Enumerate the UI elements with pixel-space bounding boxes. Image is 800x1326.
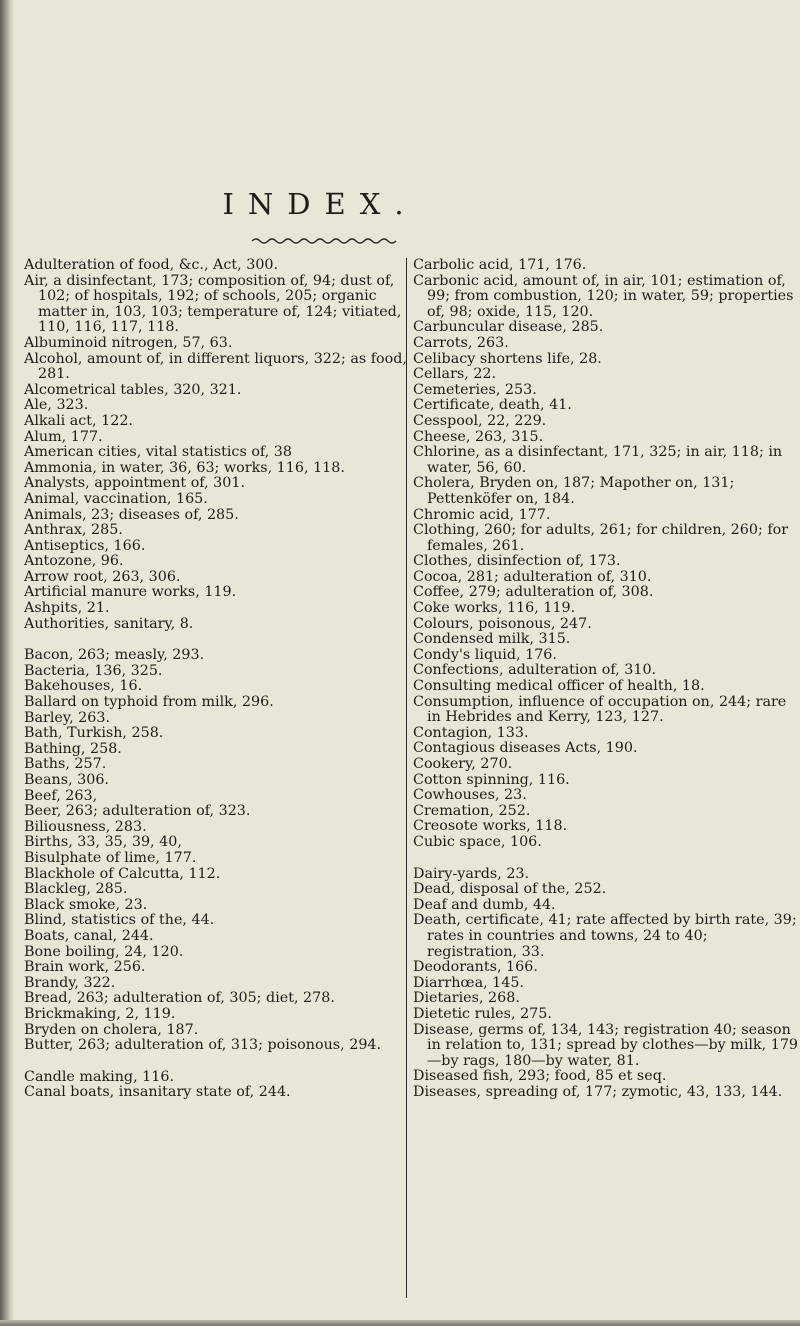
- index-entry: Coffee, 279; adulteration of, 308.: [413, 584, 654, 601]
- index-entry: Consulting medical officer of health, 18.: [413, 678, 705, 695]
- index-entry: Artificial manure works, 119.: [24, 584, 237, 601]
- index-entry: Alcometrical tables, 320, 321.: [24, 381, 242, 398]
- index-entry: Creosote works, 118.: [413, 818, 568, 835]
- index-entry: Animals, 23; diseases of, 285.: [24, 506, 239, 523]
- index-entry: Blackhole of Calcutta, 112.: [24, 865, 221, 882]
- index-entry: Antozone, 96.: [24, 553, 124, 570]
- index-entry: Cemeteries, 253.: [413, 381, 537, 398]
- index-entry: Adulteration of food, &c., Act, 300.: [24, 257, 279, 273]
- index-entry: Condensed milk, 315.: [413, 631, 571, 648]
- index-entry: Cremation, 252.: [413, 802, 531, 819]
- index-entry: Beer, 263; adulteration of, 323.: [24, 803, 251, 820]
- index-column-right: [406, 258, 798, 1298]
- index-entry: Chlorine, as a disinfectant, 171, 325; in air, 118; in water, 56, 60.: [413, 444, 783, 476]
- index-entry: Bryden on cholera, 187.: [24, 1021, 199, 1038]
- index-entry: Anthrax, 285.: [24, 522, 123, 539]
- index-entry: Cowhouses, 23.: [413, 787, 527, 804]
- index-entry: Cholera, Bryden on, 187; Mapother on, 131; Pettenköfer on, 184.: [413, 475, 735, 507]
- index-entry: Cheese, 263, 315.: [413, 428, 544, 445]
- index-entry: Alkali act, 122.: [24, 412, 133, 429]
- index-entry: Condy's liquid, 176.: [413, 646, 557, 663]
- index-entry: Clothing, 260; for adults, 261; for children, 260; for females, 261.: [413, 522, 789, 554]
- index-entry: Black smoke, 23.: [24, 896, 148, 913]
- index-entry: Bathing, 258.: [24, 740, 122, 757]
- index-entry: Ashpits, 21.: [24, 600, 110, 617]
- title-ornament-rule: [250, 236, 400, 246]
- index-entry: Carbuncular disease, 285.: [413, 319, 604, 336]
- index-entry: Antiseptics, 166.: [24, 537, 146, 554]
- index-entry: Bacon, 263; measly, 293.: [24, 647, 205, 664]
- index-entry: Butter, 263; adulteration of, 313; poisonous, 294.: [24, 1037, 382, 1054]
- index-entry: Ale, 323.: [24, 397, 89, 414]
- index-entry: Brain work, 256.: [24, 959, 146, 976]
- index-entry: Coke works, 116, 119.: [413, 600, 576, 617]
- index-entry: Carbolic acid, 171, 176.: [413, 257, 587, 273]
- index-entry: Blackleg, 285.: [24, 881, 128, 898]
- index-entry: Alum, 177.: [24, 428, 103, 445]
- index-entry: Dead, disposal of the, 252.: [413, 881, 607, 898]
- index-entry: Dietaries, 268.: [413, 990, 520, 1007]
- index-entry: Bisulphate of lime, 177.: [24, 849, 197, 866]
- index-entry: Dairy-yards, 23.: [413, 865, 530, 882]
- index-entry: Beef, 263,: [24, 787, 98, 804]
- index-entry: Contagious diseases Acts, 190.: [413, 740, 638, 757]
- index-entry: Deaf and dumb, 44.: [413, 896, 556, 913]
- index-entry: Chromic acid, 177.: [413, 506, 551, 523]
- index-entry: Celibacy shortens life, 28.: [413, 350, 602, 367]
- index-entry: Blind, statistics of the, 44.: [24, 912, 215, 929]
- index-entry: Alcohol, amount of, in different liquors, 322; as food, 281.: [24, 350, 407, 383]
- index-entry: Births, 33, 35, 39, 40,: [24, 834, 182, 851]
- index-entry: Brickmaking, 2, 119.: [24, 1005, 176, 1022]
- index-entry: Cellars, 22.: [413, 366, 497, 383]
- index-entry: Albuminoid nitrogen, 57, 63.: [24, 334, 233, 351]
- index-entry: Cotton spinning, 116.: [413, 771, 570, 788]
- index-entry: Confections, adulteration of, 310.: [413, 662, 657, 679]
- index-entry: Diarrhœa, 145.: [413, 974, 525, 991]
- index-entry: Bone boiling, 24, 120.: [24, 943, 184, 960]
- index-entry: Brandy, 322.: [24, 974, 116, 991]
- index-entry: Ammonia, in water, 36, 63; works, 116, 118.: [24, 459, 345, 476]
- index-entry: Cesspool, 22, 229.: [413, 412, 547, 429]
- index-entry: Contagion, 133.: [413, 724, 529, 741]
- index-entry: Canal boats, insanitary state of, 244.: [24, 1084, 291, 1101]
- index-entry: Bacteria, 136, 325.: [24, 662, 163, 679]
- index-entry: Carbonic acid, amount of, in air, 101; estimation of, 99; from combustion, 120; in water, 59; properties of, 98; oxide, 115, 120.: [413, 272, 794, 320]
- index-entry: Authorities, sanitary, 8.: [24, 615, 194, 632]
- index-entry: Certificate, death, 41.: [413, 397, 572, 414]
- index-entry: Air, a disinfectant, 173; composition of, 94; dust of, 102; of hospitals, 192; of schools, 205; organic matter in, 103, 103; temperature of, 124; vitiated, 110, 116, 117, 118.: [24, 272, 402, 336]
- index-entry: Diseased fish, 293; food, 85 et seq.: [413, 1068, 667, 1085]
- index-entry: Disease, germs of, 134, 143; registration 40; season in relation to, 131; spread by clothes—by milk, 179—by rags, 180—by water, 81.: [413, 1021, 799, 1069]
- index-entry: Bread, 263; adulteration of, 305; diet, 278.: [24, 990, 335, 1007]
- index-entry: Bakehouses, 16.: [24, 678, 143, 695]
- page-title: INDEX.: [222, 187, 418, 222]
- index-entry: Death, certificate, 41; rate affected by birth rate, 39; rates in countries and towns, 24 to 40; registration, 33.: [413, 912, 797, 960]
- index-letter-gap: [24, 1054, 409, 1070]
- index-entry: American cities, vital statistics of, 38: [24, 444, 292, 461]
- page-bottom-edge: [0, 1320, 800, 1326]
- index-letter-gap: [24, 632, 409, 648]
- index-entry: Carrots, 263.: [413, 334, 509, 351]
- index-entry: Arrow root, 263, 306.: [24, 568, 181, 585]
- index-entry: Boats, canal, 244.: [24, 927, 154, 944]
- index-entry: Clothes, disinfection of, 173.: [413, 553, 621, 570]
- index-entry: Bath, Turkish, 258.: [24, 725, 164, 742]
- index-letter-gap: [413, 851, 798, 867]
- index-column-left: [24, 258, 409, 1101]
- index-entry: Baths, 257.: [24, 756, 107, 773]
- index-entry: Consumption, influence of occupation on, 244; rare in Hebrides and Kerry, 123, 127.: [413, 693, 787, 726]
- index-entry: Animal, vaccination, 165.: [24, 490, 208, 507]
- index-entry: Candle making, 116.: [24, 1068, 174, 1085]
- index-entry: Cookery, 270.: [413, 756, 513, 772]
- index-entry: Deodorants, 166.: [413, 959, 538, 976]
- index-entry: Ballard on typhoid from milk, 296.: [24, 694, 274, 711]
- index-entry: Dietetic rules, 275.: [413, 1005, 552, 1022]
- index-entry: Beans, 306.: [24, 772, 109, 788]
- index-entry: Biliousness, 283.: [24, 818, 147, 835]
- index-entry: Analysts, appointment of, 301.: [24, 475, 246, 492]
- index-entry: Diseases, spreading of, 177; zymotic, 43, 133, 144.: [413, 1083, 783, 1100]
- index-entry: Cocoa, 281; adulteration of, 310.: [413, 568, 652, 585]
- index-entry: Colours, poisonous, 247.: [413, 615, 592, 632]
- index-entry: Barley, 263.: [24, 709, 110, 726]
- index-entry: Cubic space, 106.: [413, 833, 542, 850]
